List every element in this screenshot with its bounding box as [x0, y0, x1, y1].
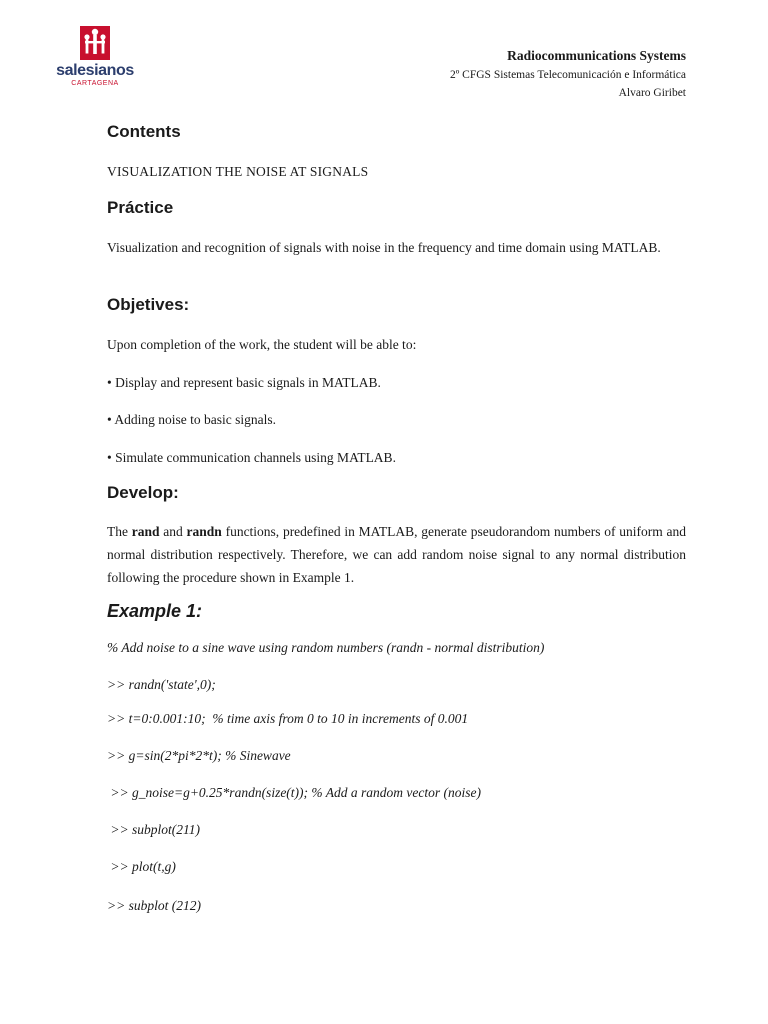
- code-line: >> plot(t,g): [107, 859, 176, 874]
- page-header: [450, 46, 686, 102]
- code-line: >> g=sin(2*pi*2*t); % Sinewave: [107, 748, 291, 763]
- develop-text: functions, predefined in MATLAB, generate pseudorandom numbers of uniform and normal distribution respectively. Therefore, we can add random noise signal to any normal distribution following the procedure shown in Example 1.: [107, 524, 686, 585]
- develop-text: and: [159, 524, 187, 539]
- objective-item: • Simulate communication channels using MATLAB.: [107, 450, 396, 465]
- objectives-intro: Upon completion of the work, the student will be able to:: [107, 337, 417, 352]
- logo-mark-icon: [80, 26, 110, 60]
- practice-heading: Práctice: [107, 198, 174, 217]
- header-author: Alvaro Giribet: [618, 87, 686, 99]
- logo-name: salesianos: [56, 62, 134, 79]
- code-line: >> subplot (212): [107, 898, 201, 913]
- contents-item: VISUALIZATION THE NOISE AT SIGNALS: [107, 164, 369, 179]
- develop-heading: Develop:: [107, 483, 179, 502]
- salesianos-logo: [52, 26, 138, 92]
- practice-text: Visualization and recognition of signals with noise in the frequency and time domain using MATLAB.: [107, 240, 661, 255]
- objectives-heading: Objetives:: [107, 295, 190, 314]
- code-line: >> g_noise=g+0.25*randn(size(t)); % Add a random vector (noise): [107, 785, 482, 800]
- header-title: Radiocommunications Systems: [507, 48, 686, 63]
- randn-keyword: randn: [186, 524, 222, 539]
- develop-text: The: [107, 524, 132, 539]
- develop-paragraph: [107, 520, 686, 589]
- rand-keyword: rand: [131, 524, 160, 539]
- objective-item: • Adding noise to basic signals.: [107, 412, 276, 427]
- code-line: >> randn('state',0);: [107, 677, 216, 692]
- code-comment: % Add noise to a sine wave using random numbers (randn - normal distribution): [107, 640, 545, 655]
- code-line: >> t=0:0.001:10; % time axis from 0 to 10 in increments of 0.001: [107, 711, 469, 726]
- example-heading: Example 1:: [107, 601, 203, 621]
- logo-subtitle: CARTAGENA: [71, 80, 119, 87]
- contents-heading: Contents: [107, 122, 181, 141]
- objective-item: • Display and represent basic signals in MATLAB.: [107, 375, 381, 390]
- header-course: 2º CFGS Sistemas Telecomunicación e Informática: [449, 69, 686, 81]
- code-line: >> subplot(211): [107, 822, 200, 837]
